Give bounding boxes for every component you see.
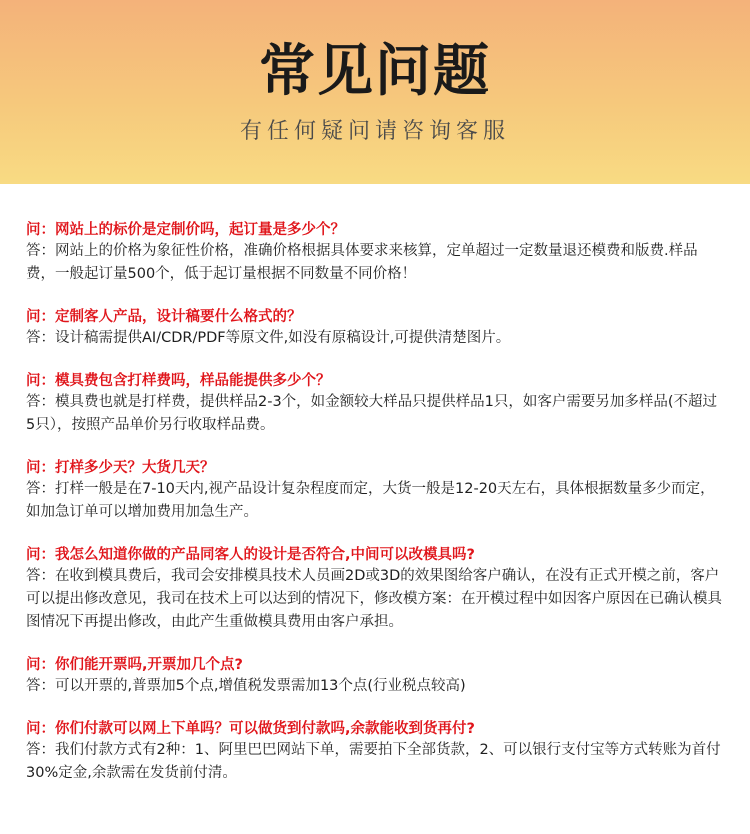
faq-item <box>26 371 724 437</box>
faq-answer: 答：模具费也就是打样费，提供样品2-3个，如金额较大样品只提供样品1只，如客户需要另加多样品(不超过5只），按照产品单价另行收取样品费。 <box>26 394 718 433</box>
faq-answer: 答：在收到模具费后，我司会安排模具技术人员画2D或3D的效果图给客户确认，在没有正式开模之前，客户可以提出修改意见，我司在技术上可以达到的情况下，修改模方案：在开模过程中如因客户原因在已确认模具图情况下再提出修改，由此产生重做模具费用由客户承担。 <box>26 568 722 630</box>
faq-answer: 答：设计稿需提供AI/CDR/PDF等原文件,如没有原稿设计,可提供清楚图片。 <box>26 330 511 346</box>
page-subtitle: 有任何疑问请咨询客服 <box>239 119 510 144</box>
faq-question: 问：定制客人产品，设计稿要什么格式的？ <box>26 309 302 325</box>
faq-item <box>26 719 724 785</box>
faq-question: 问：模具费包含打样费吗，样品能提供多少个？ <box>26 373 331 389</box>
faq-item <box>26 307 724 350</box>
header-banner <box>0 0 750 184</box>
faq-question: 问：打样多少天？大货几天？ <box>26 460 215 476</box>
page-title: 常见问题 <box>259 39 491 104</box>
faq-list <box>0 184 750 785</box>
faq-answer: 答：打样一般是在7-10天内,视产品设计复杂程度而定，大货一般是12-20天左右，具体根据数量多少而定，如加急订单可以增加费用加急生产。 <box>26 481 715 520</box>
faq-answer: 答：可以开票的,普票加5个点,增值税发票需加13个点(行业税点较高) <box>26 678 466 694</box>
faq-item <box>26 220 724 286</box>
faq-answer: 答：网站上的价格为象征性价格，准确价格根据具体要求来核算，定单超过一定数量退还模费和版费.样品费，一般起订量500个，低于起订量根据不同数量不同价格！ <box>26 243 698 282</box>
faq-question: 问：网站上的标价是定制价吗，起订量是多少个？ <box>26 222 345 238</box>
faq-question: 问：你们付款可以网上下单吗？可以做货到付款吗,余款能收到货再付? <box>26 721 475 737</box>
faq-answer: 答：我们付款方式有2种：1、阿里巴巴网站下单，需要拍下全部货款，2、可以银行支付宝等方式转账为首付30%定金,余款需在发货前付清。 <box>26 742 721 781</box>
faq-question: 问：我怎么知道你做的产品同客人的设计是否符合,中间可以改模具吗? <box>26 547 475 563</box>
faq-item <box>26 458 724 524</box>
faq-item <box>26 655 724 698</box>
faq-question: 问：你们能开票吗,开票加几个点? <box>26 657 243 673</box>
faq-item <box>26 545 724 634</box>
